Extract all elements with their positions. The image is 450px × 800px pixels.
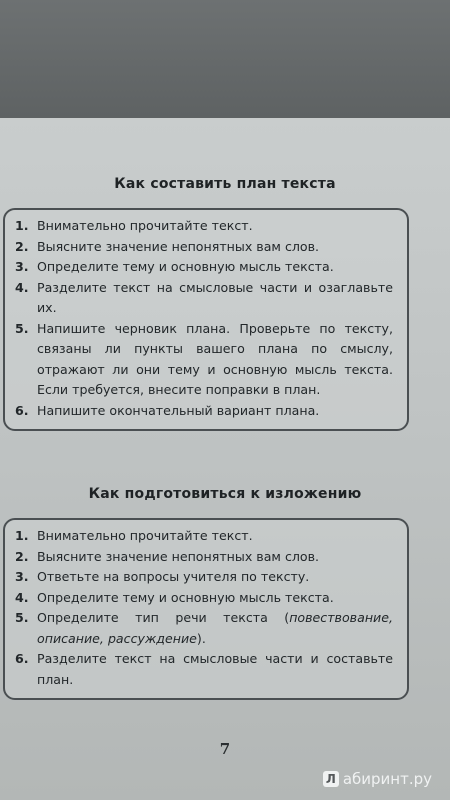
list-item (15, 547, 393, 568)
section1-list-box (3, 208, 409, 431)
item-text: Выясните значение непонятных вам слов. (37, 548, 320, 564)
item-text: Ответьте на вопросы учителя по тексту. (37, 569, 310, 584)
page-number: 7 (219, 740, 231, 758)
item-text: Внимательно прочитайте текст. (37, 218, 253, 233)
item-text: Разделите текст на смысловые части и составьте план. (37, 651, 393, 687)
list-item (15, 319, 393, 401)
item-text: Разделите текст на смысловые части и озаглавьте их. (37, 279, 393, 315)
list-item (15, 649, 393, 690)
item-text-before: Определите тип речи текста ( (37, 610, 290, 625)
item-text: Определите тему и основную мысль текста. (37, 589, 334, 605)
list-item (15, 526, 393, 547)
item-text: Напишите окончательный вариант плана. (37, 402, 320, 418)
item-number: 5. (15, 320, 29, 336)
item-number: 4. (15, 589, 29, 605)
item-text (37, 608, 393, 649)
list-item (15, 216, 393, 237)
item-number: 6. (15, 402, 29, 418)
item-text-after: ). (196, 630, 206, 646)
list-item (15, 237, 393, 258)
item-text: Выясните значение непонятных вам слов. (37, 238, 320, 254)
section1-heading: Как составить план текста (114, 176, 336, 192)
section2-heading: Как подготовиться к изложению (88, 486, 362, 502)
item-number: 2. (15, 548, 29, 564)
item-number: 1. (15, 218, 29, 233)
item-number: 1. (15, 528, 29, 543)
list-item (15, 567, 393, 588)
item-number: 2. (15, 238, 29, 254)
watermark-text: абиринт.ру (342, 770, 432, 788)
item-text-italic: повествование, описание, рассуждение (37, 610, 393, 646)
item-number: 3. (15, 259, 29, 274)
list-item (15, 401, 393, 422)
item-text: Определите тему и основную мысль текста. (37, 259, 334, 274)
item-number: 3. (15, 569, 29, 584)
item-text: Внимательно прочитайте текст. (37, 528, 253, 543)
item-text: Напишите черновик плана. Проверьте по тексту, связаны ли пункты вашего плана по смыслу, отражают ли они тему и основную мысль текста. Если требуется, внесите поправки в план. (37, 320, 393, 397)
list-item (15, 588, 393, 609)
labirint-logo-icon: Л (323, 771, 339, 787)
list-item (15, 257, 393, 278)
item-number: 4. (15, 279, 29, 295)
previous-page-bleed (0, 0, 450, 118)
item-number: 5. (15, 610, 29, 625)
item-number: 6. (15, 651, 29, 666)
list-item (15, 278, 393, 319)
list-item (15, 608, 393, 649)
section2-list-box (3, 518, 409, 700)
watermark (323, 770, 432, 788)
